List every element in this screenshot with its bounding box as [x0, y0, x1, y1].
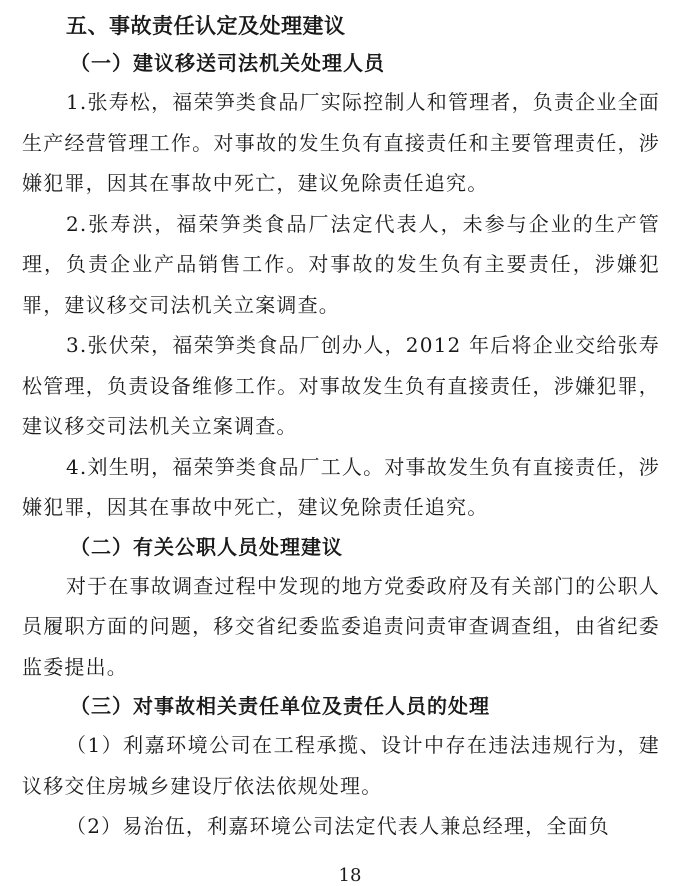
- paragraph-public-officials: 对于在事故调查过程中发现的地方党委政府及有关部门的公职人员履职方面的问题，移交省纪委监委追责问责审查调查组，由省纪委监委提出。: [22, 573, 660, 679]
- section-title: 五、事故责任认定及处理建议: [66, 14, 346, 38]
- paragraph-zhang-shousong: 1.张寿松，福荣笋类食品厂实际控制人和管理者，负责企业全面生产经营管理工作。对事故的发生负有直接责任和主要管理责任，涉嫌犯罪，因其在事故中死亡，建议免除责任追究。: [22, 90, 660, 195]
- paragraph-yi-zhiwu: （2）易治伍，利嘉环境公司法定代表人兼总经理，全面负: [66, 814, 610, 838]
- subsection-title-3: （三）对事故相关责任单位及责任人员的处理: [70, 694, 490, 718]
- paragraph-zhang-furong: 3.张伏荣，福荣笋类食品厂创办人，2012 年后将企业交给张寿松管理，负责设备维修工作。对事故发生负有直接责任，涉嫌犯罪，建议移交司法机关立案调查。: [22, 333, 660, 438]
- subsection-title-2: （二）有关公职人员处理建议: [70, 534, 343, 559]
- paragraph-zhang-shouhong: 2.张寿洪，福荣笋类食品厂法定代表人，未参与企业的生产管理，负责企业产品销售工作。对事故的发生负有主要责任，涉嫌犯罪，建议移交司法机关立案调查。: [22, 211, 660, 317]
- page-number: 18: [338, 865, 362, 886]
- paragraph-lijia-company: （1）利嘉环境公司在工程承揽、设计中存在违法违规行为，建议移交住房城乡建设厅依法依规处理。: [22, 733, 660, 798]
- paragraph-liu-shengming: 4.刘生明，福荣笋类食品厂工人。对事故发生负有直接责任，涉嫌犯罪，因其在事故中死亡，建议免除责任追究。: [22, 454, 660, 519]
- subsection-title-1: （一）建议移送司法机关处理人员: [70, 51, 385, 75]
